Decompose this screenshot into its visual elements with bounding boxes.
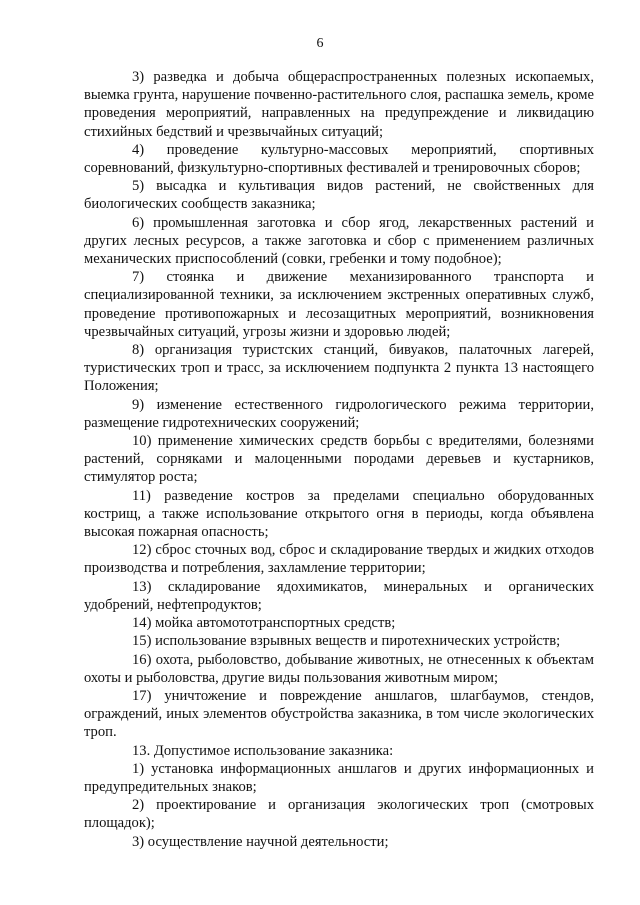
list-item: 6) промышленная заготовка и сбор ягод, лекарственных растений и других лесных ресурсов, а также заготовка и сбор с применением различных механических приспособлений (совки, гребенки и тому подобное);: [84, 214, 594, 268]
list-item: 9) изменение естественного гидрологического режима территории, размещение гидротехнических сооружений;: [84, 396, 594, 431]
list-item: 14) мойка автомототранспортных средств;: [132, 615, 396, 632]
list-item: 2) проектирование и организация экологических троп (смотровых площадок);: [84, 797, 594, 832]
page-number: 6: [316, 36, 324, 51]
list-item: 3) осуществление научной деятельности;: [132, 833, 389, 850]
section-heading: 13. Допустимое использование заказника:: [132, 742, 394, 759]
list-item: 8) организация туристских станций, бивуаков, палаточных лагерей, туристических троп и трасс, за исключением подпункта 2 пункта 13 настоящего Положения;: [84, 342, 594, 395]
list-item: 10) применение химических средств борьбы с вредителями, болезнями растений, сорняками и малоценными породами деревьев и кустарников, стимулятор роста;: [84, 433, 594, 486]
list-item: 3) разведка и добыча общераспространенных полезных ископаемых, выемка грунта, нарушение почвенно-растительного слоя, распашка земель, кроме проведения мероприятий, направленных на предупреждение и ликвидацию стихийных бедствий и чрезвычайных ситуаций;: [84, 69, 594, 140]
list-item: 4) проведение культурно-массовых мероприятий, спортивных соревнований, физкультурно-спортивных фестивалей и тренировочных сборов;: [84, 141, 594, 177]
list-item: 16) охота, рыболовство, добывание животных, не отнесенных к объектам охоты и рыболовства, другие виды пользования животным миром;: [84, 651, 594, 686]
list-item: 17) уничтожение и повреждение аншлагов, шлагбаумов, стендов, ограждений, иных элементов обустройства заказника, в том числе экологических троп.: [84, 687, 594, 741]
list-item: 5) высадка и культивация видов растений, не свойственных для биологических сообществ заказника;: [84, 178, 594, 213]
list-item: 11) разведение костров за пределами специально оборудованных кострищ, а также использование открытого огня в периоды, когда объявлена высокая пожарная опасность;: [84, 487, 594, 541]
document-body: [84, 68, 594, 851]
list-item: 15) использование взрывных веществ и пиротехнических устройств;: [132, 633, 561, 650]
list-item: 7) стоянка и движение механизированного транспорта и специализированной техники, за исключением экстренных оперативных служб, проведение противопожарных и лесозащитных мероприятий, возникновения чрезвычайных ситуаций, угрозы жизни и здоровью людей;: [84, 269, 594, 340]
list-item: 12) сброс сточных вод, сброс и складирование твердых и жидких отходов производства и потребления, захламление территории;: [84, 542, 594, 577]
list-item: 13) складирование ядохимикатов, минеральных и органических удобрений, нефтепродуктов;: [84, 578, 594, 613]
list-item: 1) установка информационных аншлагов и других информационных и предупредительных знаков;: [84, 760, 594, 795]
